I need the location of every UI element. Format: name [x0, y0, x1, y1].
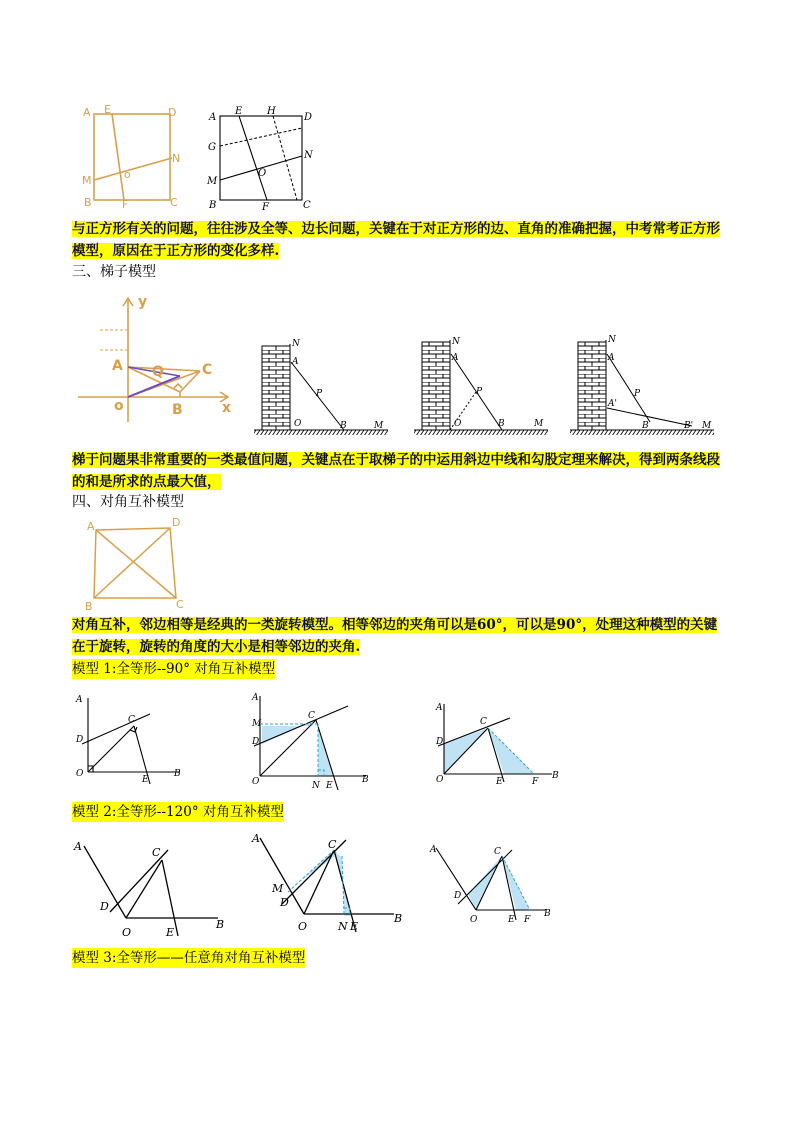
label-E: E [166, 926, 175, 939]
label-N: N [292, 339, 300, 349]
label-D: D [168, 106, 177, 119]
model1-heading: 模型 1:全等形--90° 对角互补模型 [72, 661, 276, 677]
ladder-wall-figure-1 [252, 334, 392, 438]
label-D: D [304, 112, 313, 123]
label-H: H [267, 106, 276, 117]
label-A: A [430, 845, 437, 855]
label-M: M [272, 882, 284, 895]
ladder-heading: 三、梯子模型 [72, 264, 156, 280]
label-N: N [304, 150, 313, 161]
label-B-prime: B' [684, 421, 694, 431]
label-M: M [252, 719, 262, 729]
model2-heading: 模型 2:全等形--120° 对角互补模型 [72, 804, 284, 820]
label-A: A [252, 832, 260, 845]
label-E: E [496, 777, 503, 787]
label-N: N [452, 337, 460, 347]
label-M: M [207, 176, 218, 187]
label-B: B [552, 771, 559, 781]
label-A: A [608, 353, 615, 363]
label-A: A [83, 106, 91, 119]
label-O: o [124, 168, 131, 181]
coordinate-ladder-figure [72, 290, 238, 430]
ladder-paragraph: 梯于问题果非常重要的一类最值问题，关键点在于取梯子的中运用斜边中线和勾股定理来解决，得到两条线段的和是所求的点最大值， [72, 452, 720, 490]
label-O: O [76, 769, 84, 779]
label-Q: Q [152, 364, 164, 380]
label-O: O [258, 168, 267, 179]
label-A: A [292, 357, 299, 367]
model1-figure-1 [72, 690, 192, 790]
label-B: B [642, 421, 649, 431]
label-y: y [138, 294, 148, 310]
label-N: N [312, 781, 320, 791]
label-B: B [216, 918, 225, 931]
label-A: A [87, 520, 95, 533]
label-C: C [152, 846, 161, 859]
label-C: C [176, 598, 184, 611]
label-E: E [350, 920, 359, 933]
ladder-wall-figure-3 [568, 334, 718, 438]
model2-figure-1 [70, 838, 230, 942]
model2-figure-2 [248, 832, 408, 936]
label-O: O [454, 419, 462, 429]
label-P: P [634, 389, 641, 399]
label-C: C [328, 838, 337, 851]
label-N: N [338, 920, 348, 933]
label-E: E [326, 781, 333, 791]
label-D: D [100, 900, 109, 913]
label-O: O [436, 775, 444, 785]
label-B: B [340, 421, 347, 431]
label-A: A [74, 840, 82, 853]
label-C: C [494, 847, 501, 857]
diagonal-sketch-figure [82, 514, 192, 612]
ladder-wall-figure-2 [412, 334, 552, 438]
model1-figure-3 [430, 700, 560, 790]
label-P: P [476, 387, 483, 397]
model1-figure-2 [248, 690, 378, 794]
label-O: o [114, 398, 124, 414]
label-B: B [85, 600, 93, 612]
label-B: B [84, 196, 92, 209]
label-B: B [544, 909, 551, 919]
label-A-prime: A' [608, 399, 617, 409]
label-P: P [316, 389, 323, 399]
label-B: B [362, 775, 369, 785]
label-A: A [209, 112, 217, 123]
label-F: F [262, 202, 269, 210]
label-M: M [82, 174, 92, 187]
square-sketch-figure [80, 102, 190, 210]
label-G: G [208, 142, 216, 153]
label-A: A [252, 693, 259, 703]
label-B: B [394, 912, 403, 925]
model2-figure-3 [428, 842, 558, 926]
label-C: C [480, 717, 487, 727]
label-M: M [702, 421, 712, 431]
diagonal-heading: 四、对角互补模型 [72, 494, 184, 510]
diagonal-paragraph: 对角互补，邻边相等是经典的一类旋转模型。相等邻边的夹角可以是60°，可以是90°，处理这种模型的关键在于旋转，旋转的角度的大小是相等邻边的夹角. [72, 617, 718, 655]
model3-heading: 模型 3:全等形——任意角对角互补模型 [72, 950, 306, 966]
label-B: B [174, 769, 181, 779]
label-D: D [252, 737, 260, 747]
label-N: N [172, 152, 181, 165]
label-O: O [252, 777, 260, 787]
label-M: M [534, 419, 544, 429]
label-F: F [524, 915, 531, 925]
label-C: C [308, 711, 315, 721]
label-O: O [298, 920, 308, 933]
label-B: B [172, 402, 183, 418]
label-D: D [76, 735, 84, 745]
label-O: O [122, 926, 132, 939]
label-C: C [303, 200, 311, 210]
label-E: E [104, 103, 111, 116]
label-D: D [436, 737, 444, 747]
label-F: F [122, 198, 129, 210]
label-D: D [454, 891, 462, 901]
label-N: N [608, 335, 616, 345]
label-E: E [142, 775, 149, 785]
label-C: C [202, 362, 213, 378]
label-A: A [452, 353, 459, 363]
label-O: O [470, 915, 478, 925]
label-A: A [112, 358, 123, 374]
label-C: C [128, 715, 135, 725]
label-B: B [498, 419, 505, 429]
label-D: D [172, 516, 181, 529]
label-D: D [280, 896, 289, 909]
label-M: M [374, 421, 384, 431]
label-O: O [294, 419, 302, 429]
square-figure [205, 106, 317, 210]
label-A: A [76, 695, 83, 705]
label-E: E [235, 106, 243, 117]
label-A: A [436, 703, 443, 713]
label-E: E [508, 915, 515, 925]
label-F: F [532, 777, 539, 787]
label-B: B [209, 200, 217, 210]
square-paragraph: 与正方形有关的问题，往往涉及全等、边长问题，关键在于对正方形的边、直角的准确把握，中考常考正方形模型，原因在于正方形的变化多样. [72, 221, 720, 259]
label-C: C [170, 196, 178, 209]
label-x: x [222, 400, 232, 416]
